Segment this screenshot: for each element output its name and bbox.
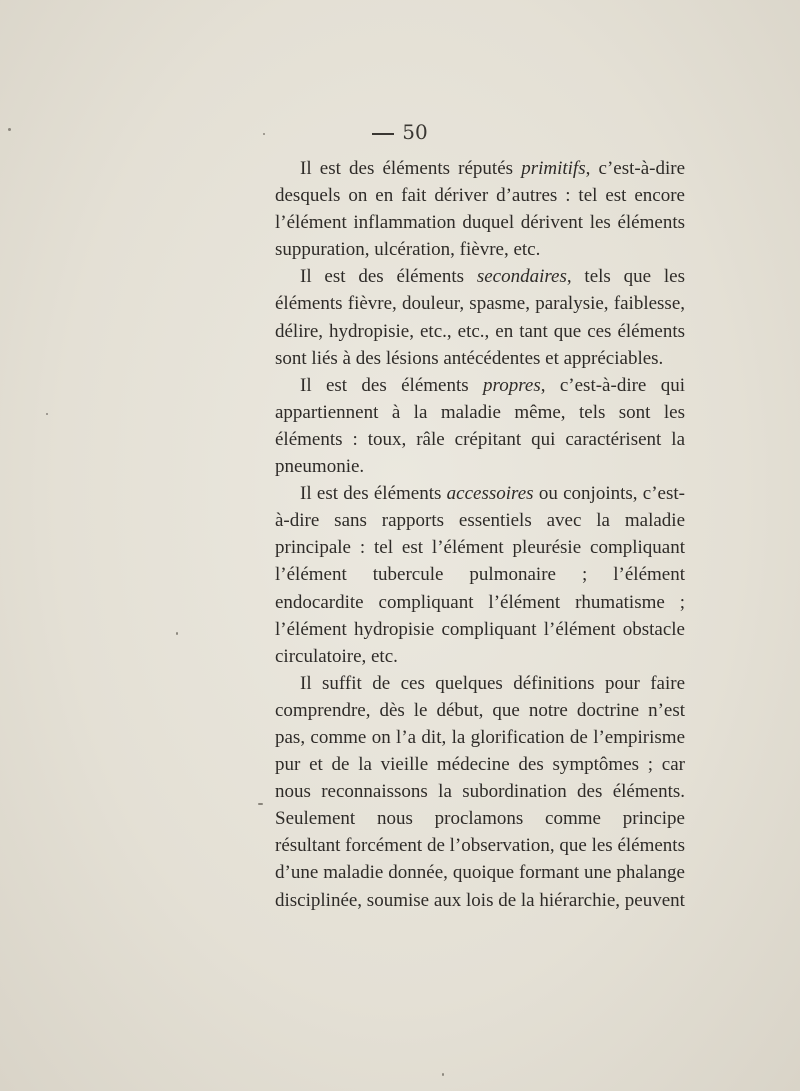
text-run: , c’est-à-dire qui appartiennent à la maladie même, tels sont les éléments : toux, râle crépitant qui caractérisent la pneumonie. [275,374,685,478]
text-run: Il est des éléments [300,374,484,396]
body-text [275,155,685,914]
paragraph [275,155,685,263]
text-run: , c’est-à-dire desquels on en fait dériver d’autres : tel est encore l’élément inflammation duquel dérivent les éléments suppuration, ulcération, fièvre, etc. [275,158,686,261]
paper-speck [258,803,263,805]
header-dash [372,133,394,135]
text-run: Il suffit de ces quelques définitions pour faire comprendre, dès le début, que notre doctrine n’est pas, comme on l’a dit, la glorification de l’empirisme pur et de la vieille médecine des symptômes ; car nous reconnaissons la subordination des éléments. Seulement nous proclamons comme principe résultant forcément de l’observation, que les éléments d’une maladie donnée, quoique formant une phalange disciplinée, soumise aux lois de la hiérarchie, peuvent [275,672,685,911]
paragraph [275,372,685,480]
paragraph [275,670,685,914]
paper-speck [176,632,178,635]
text-run: ou conjoints, c’est-à-dire sans rapports essentiels avec la maladie principale : tel est l’élément pleurésie compliquant l’élément tubercule pulmonaire ; l’élément endocardite compliquant l’élément rhumatisme ; l’élément hydropisie compliquant l’élément obstacle circulatoire, etc. [275,483,685,667]
italic-term: propres [483,374,541,396]
text-run: Il est des éléments [300,483,447,505]
italic-term: secondaires [476,266,567,288]
text-run: Il est des éléments réputés [300,158,522,179]
paper-speck [46,413,48,415]
text-run: Il est des éléments [300,266,477,288]
page-header [0,120,800,144]
paragraph [275,263,685,371]
text-run: , tels que les éléments fièvre, douleur, spasme, paralysie, faiblesse, délire, hydropisie, etc., etc., en tant que ces éléments sont liés à des lésions antécédentes et appréciables. [275,266,685,369]
paragraph [275,480,685,670]
italic-term: primitifs [521,158,586,179]
page-number: 50 [402,120,428,144]
paper-speck [8,128,11,131]
paper-speck [442,1073,444,1076]
italic-term: accessoires [446,483,534,505]
paper-speck [263,133,265,135]
